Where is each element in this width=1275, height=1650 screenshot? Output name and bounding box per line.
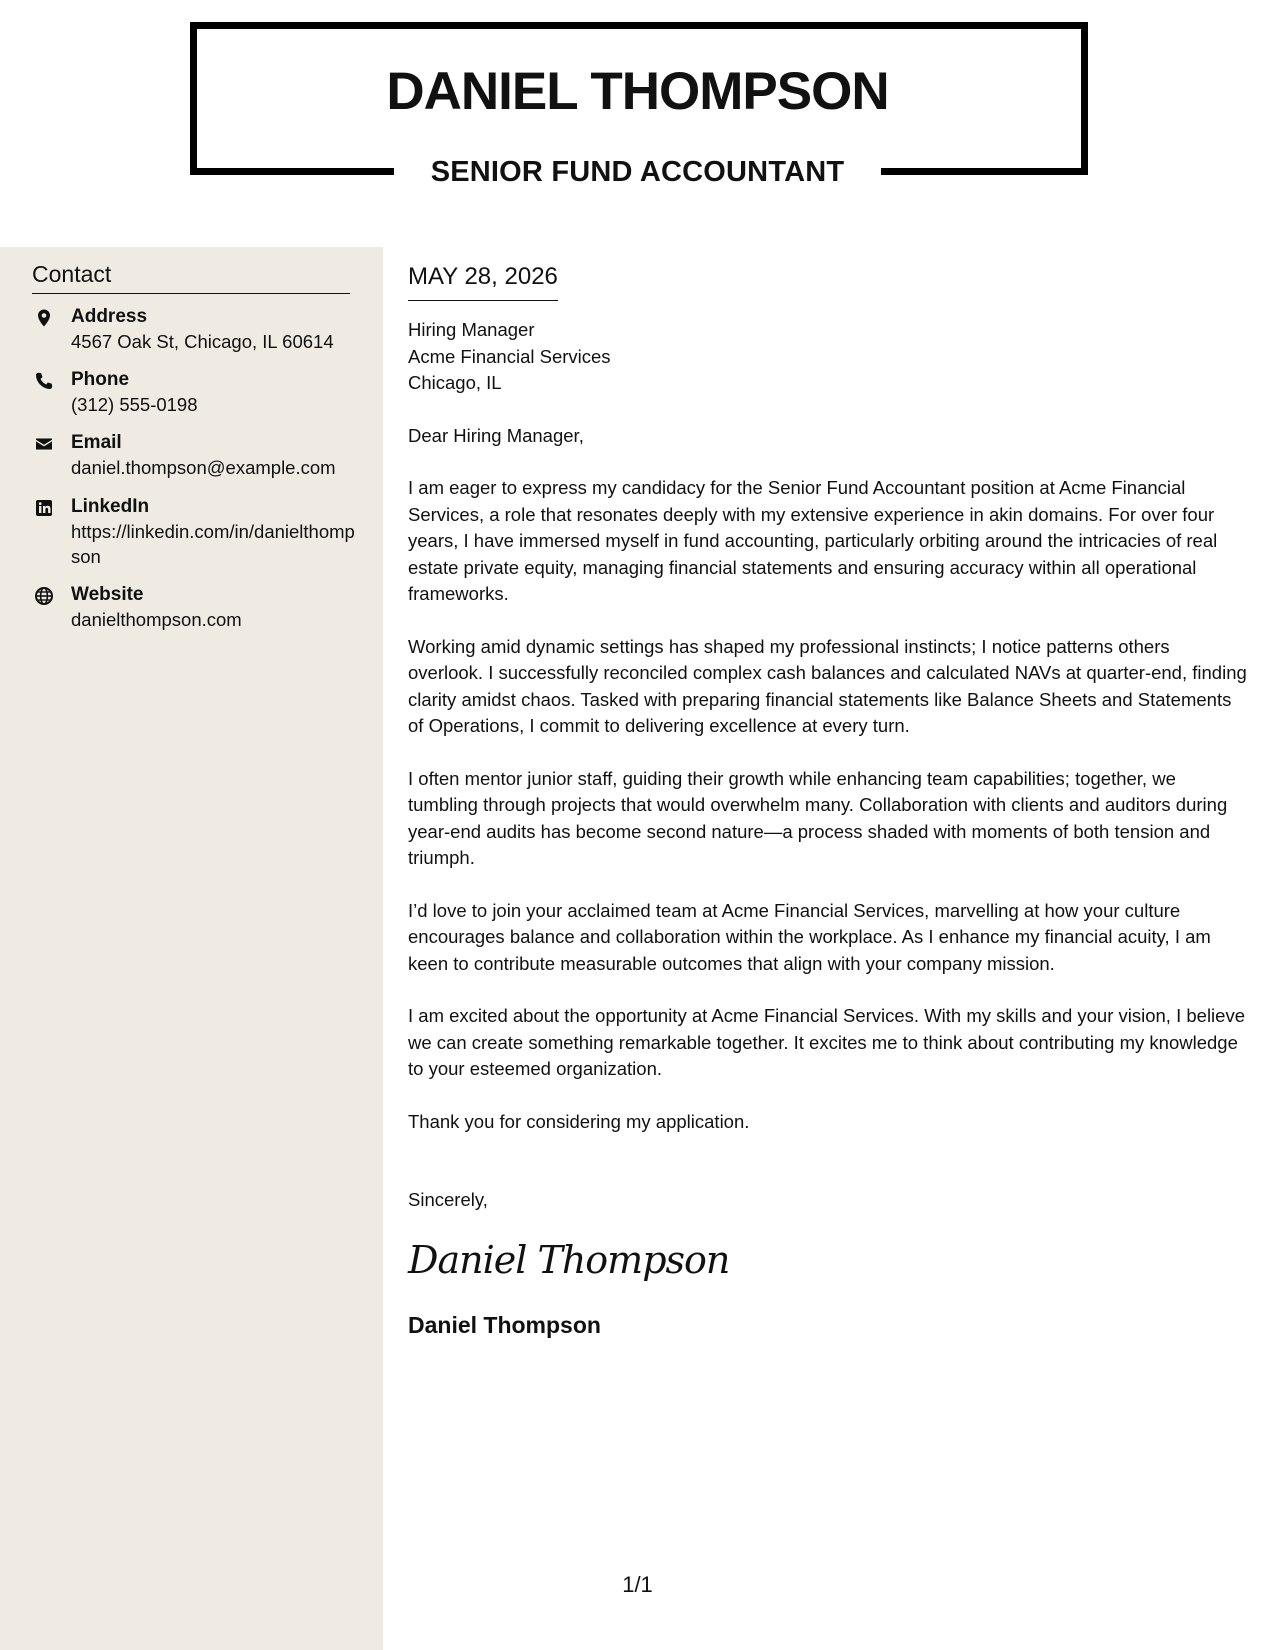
address-value: 4567 Oak St, Chicago, IL 60614	[71, 331, 334, 352]
envelope-icon	[34, 434, 54, 454]
linkedin-value[interactable]: https://linkedin.com/in/danielthompson	[71, 521, 355, 567]
globe-icon	[34, 586, 54, 606]
handwritten-signature: Daniel Thompson	[408, 1237, 730, 1282]
recipient-block	[408, 317, 1248, 397]
body-paragraph: I’d love to join your acclaimed team at Acme Financial Services, marvelling at how your culture encourages balance and collaboration within the workplace. As I enhance my financial acuity, I am keen to contribute measurable outcomes that align with your company mission.	[408, 899, 1211, 974]
phone-value: (312) 555-0198	[71, 394, 198, 415]
map-pin-icon	[34, 308, 54, 328]
body-paragraph: Working amid dynamic settings has shaped my professional instincts; I notice patterns others overlook. I successfully reconciled complex cash balances and calculated NAVs at quarter-end, finding clarity amidst chaos. Tasked with preparing financial statements like Balance Sheets and Statements of Operations, I commit to delivering excellence at every turn.	[408, 635, 1247, 736]
linkedin-icon	[34, 498, 54, 518]
address-label: Address	[71, 306, 148, 327]
job-title-wrapper	[0, 150, 1275, 194]
website-value[interactable]: danielthompson.com	[71, 609, 242, 630]
page-number: 1/1	[622, 1572, 653, 1597]
applicant-name: DANIEL THOMPSON	[386, 62, 889, 121]
phone-icon	[34, 371, 54, 391]
recipient-line: Chicago, IL	[408, 372, 502, 393]
body-paragraph: I am excited about the opportunity at Acme Financial Services. With my skills and your vision, I believe we can create something remarkable together. It excites me to think about contributing my knowledge to your esteemed organization.	[408, 1005, 1245, 1079]
signature-name: Daniel Thompson	[408, 1311, 601, 1338]
linkedin-label: LinkedIn	[71, 496, 150, 517]
letter-body	[408, 260, 1248, 1340]
letter-date: MAY 28, 2026	[408, 260, 558, 301]
body-paragraph: I am eager to express my candidacy for the Senior Fund Accountant position at Acme Financial Services, a role that resonates deeply with my extensive experience in akin domains. For over four years, I have immersed myself in fund accounting, particularly orbiting around the intricacies of real estate private equity, managing financial statements and ensuring accuracy within all operational frameworks.	[408, 477, 1218, 604]
phone-label: Phone	[71, 369, 130, 390]
body-paragraph: I often mentor junior staff, guiding their growth while enhancing team capabilities; together, we tumbling through projects that would overwhelm many. Collaboration with clients and auditors during year-end audits has become second nature—a process shaded with moments of both tension and triumph.	[408, 767, 1228, 868]
recipient-line: Hiring Manager	[408, 319, 535, 340]
salutation: Dear Hiring Manager,	[408, 424, 584, 446]
website-label: Website	[71, 584, 144, 605]
job-title: SENIOR FUND ACCOUNTANT	[394, 150, 882, 194]
body-paragraph: Thank you for considering my application.	[408, 1110, 750, 1132]
recipient-line: Acme Financial Services	[408, 345, 611, 367]
email-value: daniel.thompson@example.com	[71, 457, 336, 478]
closing: Sincerely,	[408, 1189, 488, 1210]
email-label: Email	[71, 432, 122, 453]
contact-heading: Contact	[32, 258, 350, 294]
